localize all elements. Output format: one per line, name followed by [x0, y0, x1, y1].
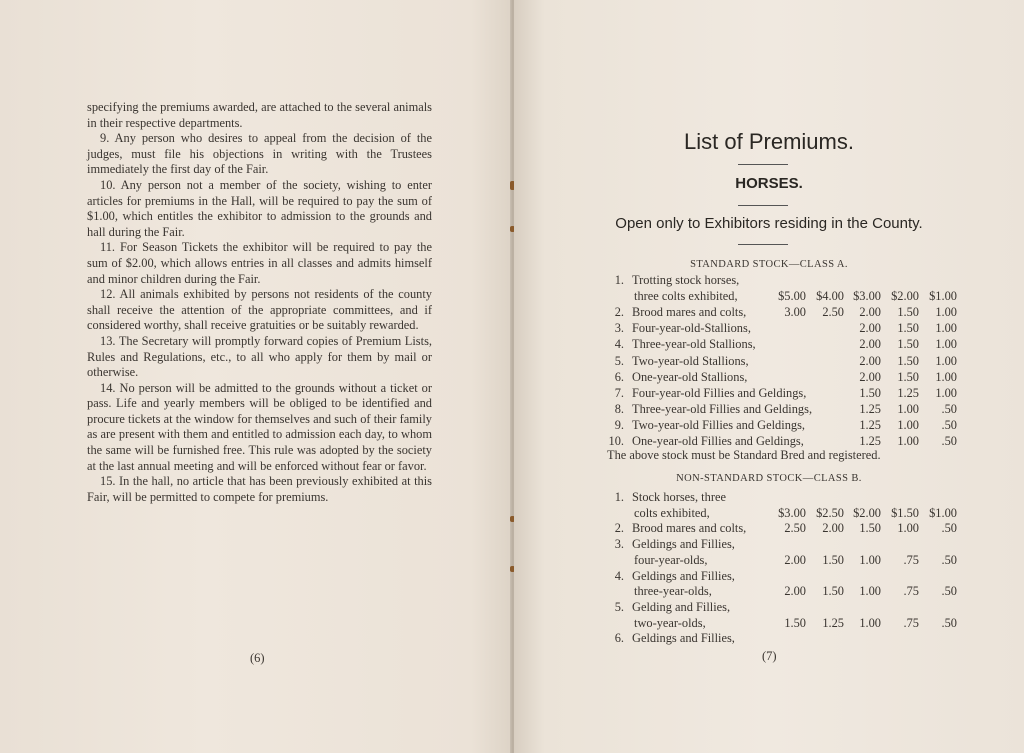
- eligibility-note: Open only to Exhibitors residing in the County.: [615, 215, 923, 232]
- premium-amount: 1.50: [822, 552, 844, 567]
- rule-paragraph: 10. Any person not a member of the society, wishing to enter articles for premiums in the Hall, will be required to pay the sum of $1.00, which entitles the exhibitor to admission to the grounds and hall during the Fair.: [87, 177, 432, 239]
- premium-amount: 1.50: [784, 615, 806, 630]
- premium-row-label: Stock horses, three: [632, 490, 726, 504]
- premium-amount: $3.00: [778, 505, 806, 520]
- rule-paragraph: 15. In the hall, no article that has been previously exhibited at this Fair, will be permitted to compete for premiums.: [87, 474, 432, 504]
- premium-row-number: 3.: [614, 321, 624, 336]
- premium-row: [514, 418, 1024, 434]
- premium-amount: 1.00: [935, 337, 957, 352]
- premium-row-number: 8.: [614, 401, 624, 416]
- premium-amount: 1.50: [897, 321, 919, 336]
- premium-row: [514, 289, 1024, 305]
- premium-row-label: Four-year-old Fillies and Geldings,: [632, 385, 807, 400]
- section-heading-horses: HORSES.: [735, 175, 803, 192]
- divider: [738, 164, 788, 165]
- premium-amount: $1.50: [891, 505, 919, 520]
- premium-row: [514, 370, 1024, 386]
- premium-row-label: Three-year-old Fillies and Geldings,: [632, 401, 813, 416]
- premium-amount: 1.00: [859, 552, 881, 567]
- premium-row-number: 5.: [614, 353, 624, 368]
- premium-amount: $4.00: [816, 289, 844, 304]
- divider: [738, 205, 788, 206]
- premium-amount: 2.00: [822, 521, 844, 536]
- premium-row: [514, 521, 1024, 537]
- premium-amount: 1.50: [897, 337, 919, 352]
- premium-amount: 1.00: [935, 305, 957, 320]
- premium-row-number: 6.: [614, 631, 624, 646]
- class-b-heading: NON-STANDARD STOCK—CLASS B.: [676, 473, 862, 484]
- premium-amount: 2.50: [784, 521, 806, 536]
- premium-amount: 1.50: [822, 584, 844, 599]
- premium-amount: 1.00: [935, 385, 957, 400]
- premium-row-label: three colts exhibited,: [634, 289, 738, 304]
- premium-amount: 1.25: [859, 434, 881, 448]
- premium-amount: 2.00: [859, 321, 881, 336]
- premium-amount: 1.50: [897, 369, 919, 384]
- premium-amount: 1.25: [897, 385, 919, 400]
- premium-amount: $2.00: [891, 289, 919, 304]
- premium-row-number: 2.: [614, 305, 624, 320]
- premium-row-label: Three-year-old Stallions,: [632, 337, 756, 352]
- premium-row-label: Two-year-old Fillies and Geldings,: [632, 417, 806, 432]
- premium-row-label: Brood mares and colts,: [632, 305, 747, 320]
- premium-amount: 2.50: [822, 305, 844, 320]
- premium-row-label: One-year-old Fillies and Geldings,: [632, 434, 804, 448]
- premium-row: [514, 402, 1024, 418]
- premium-amount: 1.00: [859, 584, 881, 599]
- premium-row: [514, 569, 1024, 585]
- premium-amount: $5.00: [778, 289, 806, 304]
- premium-amount: 1.00: [935, 353, 957, 368]
- premium-amount: 1.00: [897, 434, 919, 448]
- premium-row: [514, 386, 1024, 402]
- page-number-left: (6): [250, 651, 265, 665]
- premium-amount: 2.00: [784, 552, 806, 567]
- premium-amount: .50: [941, 521, 957, 536]
- premium-row: [514, 337, 1024, 353]
- premium-amount: .75: [903, 615, 919, 630]
- premium-amount: .50: [941, 584, 957, 599]
- premium-row: [514, 490, 1024, 506]
- premium-amount: $1.00: [929, 505, 957, 520]
- premium-row: [514, 584, 1024, 600]
- premium-row: [514, 600, 1024, 616]
- premium-row-number: 10.: [608, 434, 624, 448]
- premium-amount: $2.50: [816, 505, 844, 520]
- premium-amount: 1.50: [897, 305, 919, 320]
- premium-amount: $2.00: [853, 505, 881, 520]
- premium-amount: 2.00: [859, 369, 881, 384]
- premium-amount: 1.00: [935, 369, 957, 384]
- premium-amount: 3.00: [784, 305, 806, 320]
- premium-row: [514, 631, 1024, 647]
- premium-row-number: 6.: [614, 369, 624, 384]
- premium-row: [514, 553, 1024, 569]
- premium-amount: 1.50: [897, 353, 919, 368]
- class-a-note: The above stock must be Standard Bred and registered.: [607, 448, 881, 462]
- premium-amount: 2.00: [859, 337, 881, 352]
- premium-amount: .50: [941, 434, 957, 448]
- premium-row-number: 1.: [614, 490, 624, 504]
- premium-row-number: 9.: [614, 417, 624, 432]
- rules-text: [87, 100, 432, 505]
- premium-amount: 1.00: [897, 417, 919, 432]
- premium-amount: 2.00: [784, 584, 806, 599]
- premium-amount: $3.00: [853, 289, 881, 304]
- premium-amount: .50: [941, 552, 957, 567]
- premium-row: [514, 616, 1024, 632]
- premium-row-label: Geldings and Fillies,: [632, 568, 735, 583]
- premium-row-number: 3.: [614, 537, 624, 552]
- rule-paragraph: 14. No person will be admitted to the grounds without a ticket or pass. Life and yearly members will be obliged to be identified and procure tickets at the window for themselves and such of their family as are present with them and entitled to admission each day, to whom the same will be furnished free. This rule was adopted by the society at the last annual meeting and will be enforced without fear or favor.: [87, 380, 432, 473]
- rule-paragraph: 13. The Secretary will promptly forward copies of Premium Lists, Rules and Regulations, etc., to all who apply for them by mail or otherwise.: [87, 333, 432, 380]
- premium-row-number: 5.: [614, 599, 624, 614]
- premium-row-label: colts exhibited,: [634, 505, 710, 520]
- right-page: [514, 0, 1024, 753]
- premium-amount: 1.00: [859, 615, 881, 630]
- divider: [738, 244, 788, 245]
- page-title: List of Premiums.: [684, 129, 854, 154]
- premium-row-label: three-year-olds,: [634, 584, 712, 599]
- premium-row-number: 2.: [614, 521, 624, 536]
- premium-row-number: 1.: [614, 273, 624, 287]
- rule-paragraph: specifying the premiums awarded, are attached to the several animals in their respective departments.: [87, 100, 432, 130]
- premium-row-label: Trotting stock horses,: [632, 273, 740, 287]
- premium-row-label: Geldings and Fillies,: [632, 537, 735, 552]
- premium-amount: 2.00: [859, 353, 881, 368]
- premium-row: [514, 537, 1024, 553]
- rule-paragraph: 12. All animals exhibited by persons not residents of the county shall receive the attention of the appropriate committees, and if considered worthy, shall receive gratuities or be suitably rewarded.: [87, 287, 432, 333]
- premium-row-label: Four-year-old-Stallions,: [632, 321, 751, 336]
- premium-row: [514, 354, 1024, 370]
- premium-row: [514, 506, 1024, 522]
- page-number-right: (7): [762, 649, 777, 663]
- premium-row-number: 4.: [614, 568, 624, 583]
- premium-row: [514, 273, 1024, 289]
- premium-amount: .75: [903, 584, 919, 599]
- premium-amount: 1.00: [897, 521, 919, 536]
- rule-paragraph: 11. For Season Tickets the exhibitor will be required to pay the sum of $2.00, which allows entries in all classes and admits himself and minor children during the Fair.: [87, 240, 432, 286]
- premium-row-label: One-year-old Stallions,: [632, 369, 748, 384]
- rule-paragraph: 9. Any person who desires to appeal from the decision of the judges, must file his objections in writing with the Trustees immediately the first day of the Fair.: [87, 131, 432, 177]
- premium-amount: 1.00: [935, 321, 957, 336]
- premium-amount: 1.00: [897, 401, 919, 416]
- premium-amount: .75: [903, 552, 919, 567]
- premium-row-label: Gelding and Fillies,: [632, 599, 731, 614]
- premium-amount: $1.00: [929, 289, 957, 304]
- premium-amount: 1.25: [822, 615, 844, 630]
- premium-row-label: four-year-olds,: [634, 552, 708, 567]
- premium-row-label: Brood mares and colts,: [632, 521, 747, 536]
- premium-row-number: 7.: [614, 385, 624, 400]
- premium-row: [514, 305, 1024, 321]
- premium-row-label: two-year-olds,: [634, 615, 706, 630]
- premium-amount: 1.50: [859, 385, 881, 400]
- premium-amount: 1.50: [859, 521, 881, 536]
- premium-amount: 1.25: [859, 417, 881, 432]
- premium-row: [514, 321, 1024, 337]
- premium-amount: .50: [941, 417, 957, 432]
- premium-amount: .50: [941, 401, 957, 416]
- premium-row-label: Geldings and Fillies,: [632, 631, 735, 646]
- premium-row-label: Two-year-old Stallions,: [632, 353, 749, 368]
- premium-amount: .50: [941, 615, 957, 630]
- premium-amount: 1.25: [859, 401, 881, 416]
- class-a-heading: STANDARD STOCK—CLASS A.: [690, 259, 848, 270]
- premium-row-number: 4.: [614, 337, 624, 352]
- premium-amount: 2.00: [859, 305, 881, 320]
